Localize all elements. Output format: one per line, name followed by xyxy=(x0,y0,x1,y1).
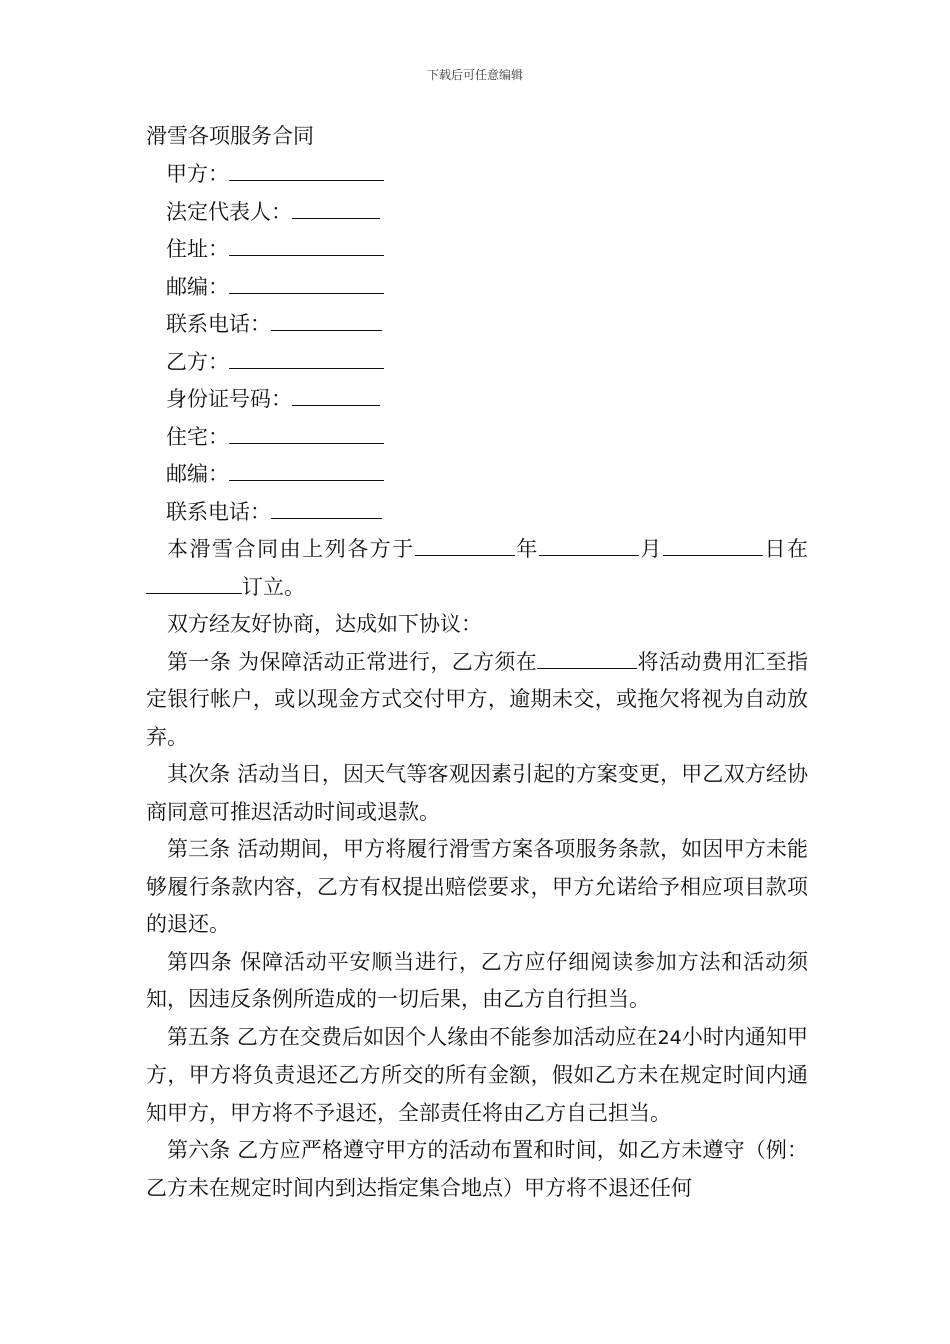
clause-text: 活动期间，甲方将履行滑雪方案各项服务条款，如因甲方未能够履行条款内容，乙方有权提出赔偿要求，甲方允诺给予相应项目款项的退还。 xyxy=(146,837,809,936)
clause-text: 小时内通知甲方，甲方将负责退还乙方所交的所有金额，假如乙方未在规定时间内通知甲方，甲方将不予退还，全部责任将由乙方自己担当。 xyxy=(146,1024,809,1125)
month-label: 月 xyxy=(638,537,663,561)
clause-text: 将活动费用汇至指定银行帐户，或以现金方式交付甲方，逾期未交，或拖欠将视为自动放弃。 xyxy=(146,649,809,749)
fill-blank[interactable] xyxy=(229,269,384,294)
year-blank[interactable] xyxy=(415,531,515,556)
field-postcode-a xyxy=(146,269,808,307)
clause-text: 为保障活动正常进行，乙方须在 xyxy=(238,649,538,674)
clause-text: 乙方在交费后如因个人缘由不能参加活动应在 xyxy=(236,1024,658,1049)
field-label: 甲方： xyxy=(166,162,229,186)
day-blank[interactable] xyxy=(663,531,763,556)
month-blank[interactable] xyxy=(539,531,639,556)
field-label: 联系电话： xyxy=(166,312,271,336)
contract-document xyxy=(146,120,808,1207)
clause-text: 活动当日，因天气等客观因素引起的方案变更，甲乙双方经协商同意可推迟活动时间或退款。 xyxy=(146,762,809,824)
fill-blank[interactable] xyxy=(271,306,382,331)
field-postcode-b xyxy=(146,456,808,494)
clause-heading: 第一条 xyxy=(167,649,232,674)
clause-heading: 第五条 xyxy=(167,1024,231,1049)
day-label: 日在 xyxy=(762,537,809,561)
sign-prefix: 本滑雪合同由上列各方于 xyxy=(167,537,415,561)
clause-3 xyxy=(146,831,808,944)
fill-blank[interactable] xyxy=(229,419,384,444)
clause-heading: 第六条 xyxy=(167,1138,231,1162)
fill-blank[interactable] xyxy=(229,156,384,181)
clause-6 xyxy=(146,1132,808,1207)
clause-heading: 第三条 xyxy=(167,837,231,861)
field-label: 邮编： xyxy=(166,462,229,486)
field-address xyxy=(146,231,808,269)
fill-blank[interactable] xyxy=(229,344,384,369)
field-id-number xyxy=(146,381,808,419)
document-title: 滑雪各项服务合同 xyxy=(146,124,314,148)
fill-blank[interactable] xyxy=(292,194,380,219)
field-phone-b xyxy=(146,494,808,532)
clause-text: 乙方应严格遵守甲方的活动布置和时间，如乙方未遵守（例：乙方未在规定时间内到达指定集合地点）甲方将不退还任何 xyxy=(146,1138,809,1200)
field-label: 身份证号码： xyxy=(166,387,292,411)
field-party-a xyxy=(146,156,808,194)
field-label: 法定代表人： xyxy=(166,199,292,224)
hours-number: 24 xyxy=(657,1026,682,1049)
year-label: 年 xyxy=(514,537,539,561)
field-legal-rep xyxy=(146,194,808,232)
field-label: 住址： xyxy=(166,237,229,261)
clause-4 xyxy=(146,944,808,1019)
fill-blank[interactable] xyxy=(229,231,384,256)
clause-text: 保障活动平安顺当进行，乙方应仔细阅读参加方法和活动须知，因违反条例所造成的一切后果，由乙方自行担当。 xyxy=(146,949,809,1011)
sign-suffix: 订立。 xyxy=(242,574,305,599)
field-phone-a xyxy=(146,306,808,344)
party-fields xyxy=(146,156,808,531)
fill-blank[interactable] xyxy=(229,456,384,481)
field-party-b xyxy=(146,344,808,382)
page-header: 下载后可任意编辑 xyxy=(426,68,523,82)
sign-date-paragraph xyxy=(146,531,808,606)
clause-heading: 第四条 xyxy=(167,949,233,974)
field-label: 乙方： xyxy=(166,349,229,374)
field-label: 联系电话： xyxy=(166,499,271,524)
field-residence xyxy=(146,419,808,457)
place-blank[interactable] xyxy=(146,569,242,594)
field-label: 邮编： xyxy=(166,274,229,299)
agreement-intro: 双方经友好协商，达成如下协议： xyxy=(167,612,482,636)
clause-1 xyxy=(146,644,808,757)
clause-heading: 其次条 xyxy=(167,762,231,786)
fill-blank[interactable] xyxy=(271,494,382,519)
field-label: 住宅： xyxy=(166,424,229,449)
clause-5 xyxy=(146,1019,808,1133)
deadline-blank[interactable] xyxy=(537,644,637,669)
fill-blank[interactable] xyxy=(292,381,380,406)
clause-2 xyxy=(146,756,808,831)
